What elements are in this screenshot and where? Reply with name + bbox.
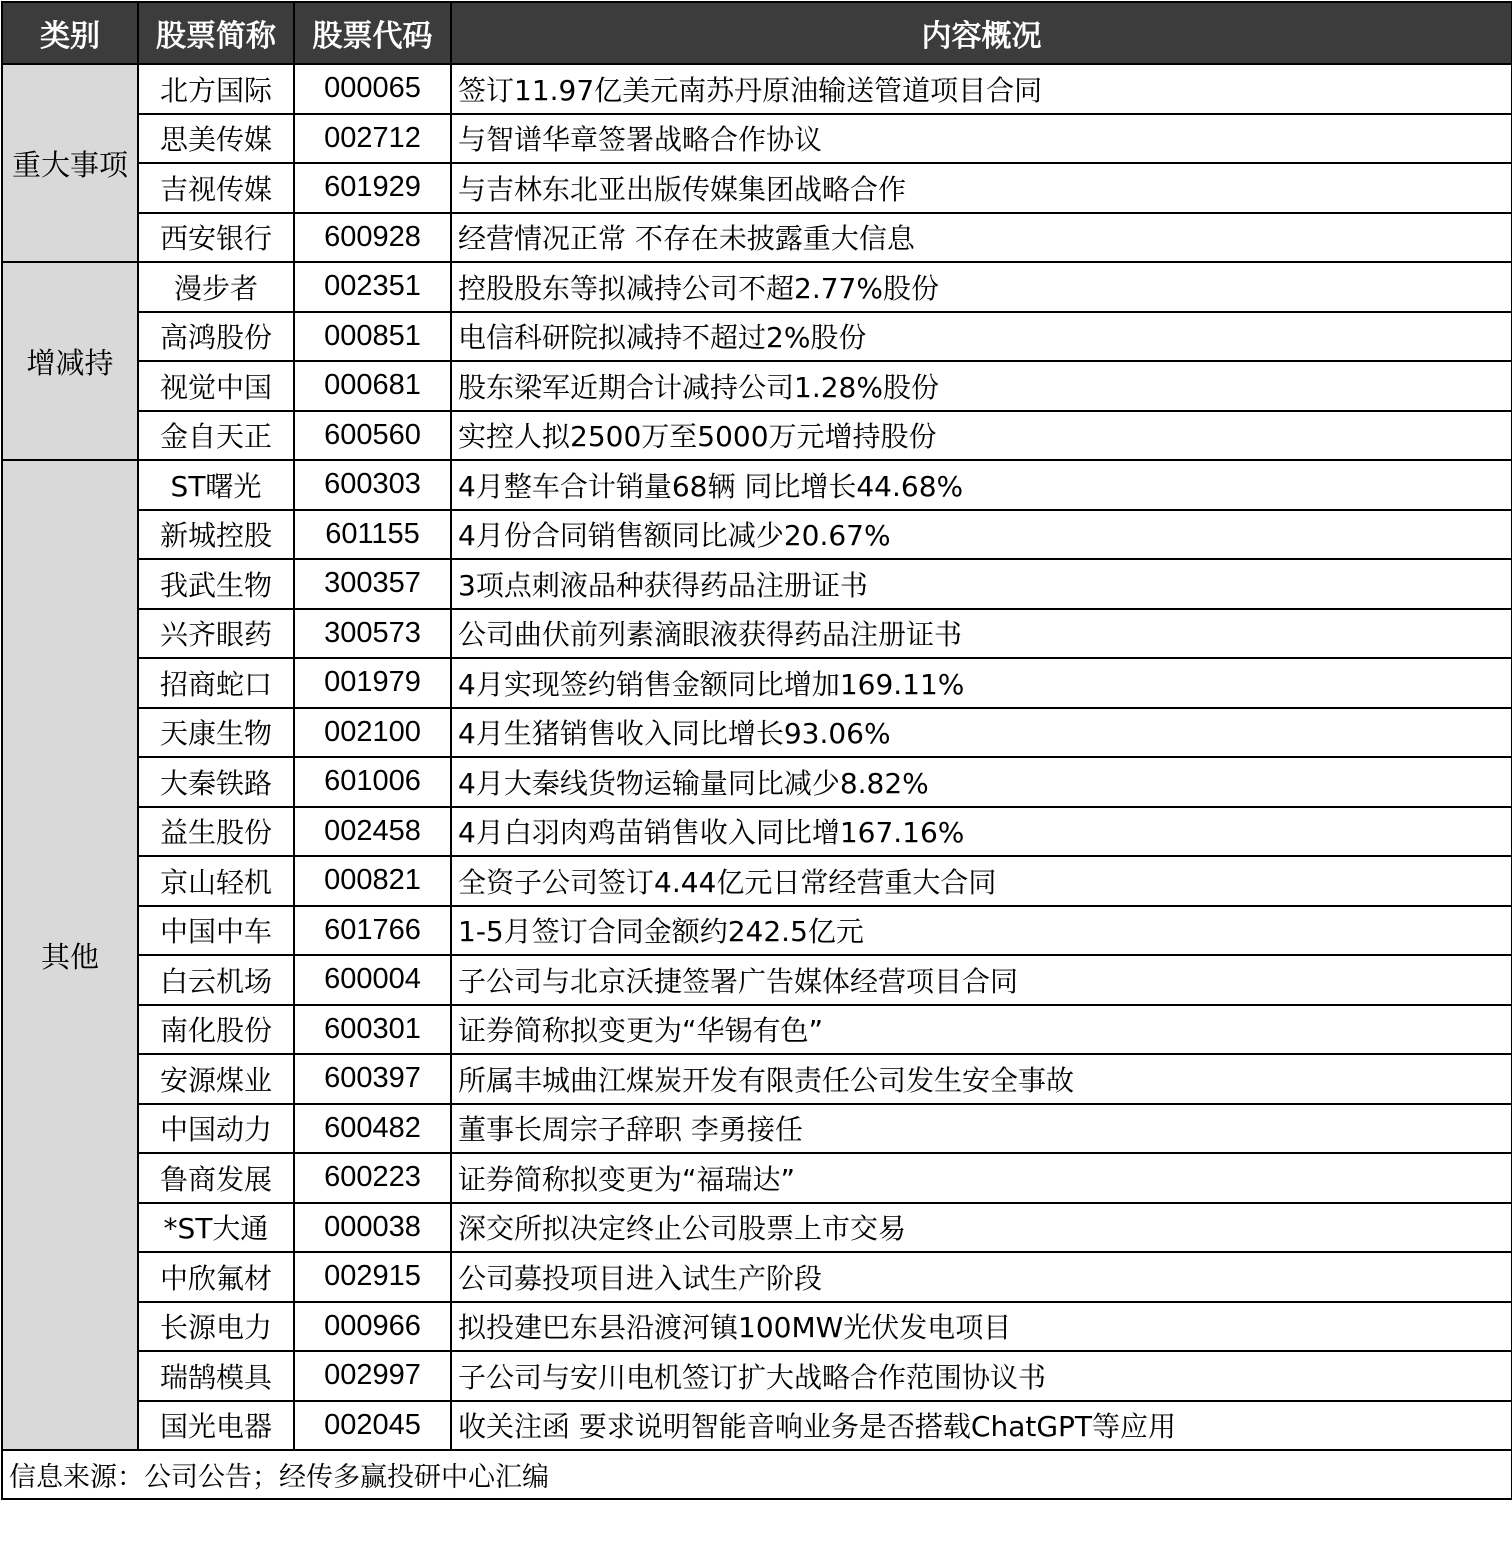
stock-name-cell: ST曙光 bbox=[138, 460, 294, 510]
summary-cell: 3项点刺液品种获得药品注册证书 bbox=[451, 559, 1512, 609]
header-category: 类别 bbox=[2, 2, 138, 64]
header-stock-name: 股票简称 bbox=[138, 2, 294, 64]
table-row bbox=[2, 609, 1512, 659]
stock-code-cell: 300573 bbox=[294, 609, 451, 659]
summary-cell: 董事长周宗子辞职 李勇接任 bbox=[451, 1104, 1512, 1154]
stock-name-cell: 南化股份 bbox=[138, 1005, 294, 1055]
stock-code-cell: 600397 bbox=[294, 1054, 451, 1104]
stock-name-cell: 白云机场 bbox=[138, 955, 294, 1005]
stock-code-cell: 002915 bbox=[294, 1252, 451, 1302]
summary-cell: 实控人拟2500万至5000万元增持股份 bbox=[451, 411, 1512, 461]
stock-name-cell: 鲁商发展 bbox=[138, 1153, 294, 1203]
summary-cell: 证券简称拟变更为“华锡有色” bbox=[451, 1005, 1512, 1055]
stock-code-cell: 601006 bbox=[294, 757, 451, 807]
stock-code-cell: 600223 bbox=[294, 1153, 451, 1203]
stock-code-cell: 000065 bbox=[294, 64, 451, 114]
stock-name-cell: 天康生物 bbox=[138, 708, 294, 758]
table-row bbox=[2, 312, 1512, 362]
table-row bbox=[2, 906, 1512, 956]
stock-name-cell: 高鸿股份 bbox=[138, 312, 294, 362]
header-row bbox=[2, 2, 1512, 64]
table-row bbox=[2, 163, 1512, 213]
stock-name-cell: *ST大通 bbox=[138, 1203, 294, 1253]
table-row bbox=[2, 460, 1512, 510]
table-row bbox=[2, 1054, 1512, 1104]
summary-cell: 子公司与安川电机签订扩大战略合作范围协议书 bbox=[451, 1351, 1512, 1401]
table-row bbox=[2, 1104, 1512, 1154]
stock-name-cell: 国光电器 bbox=[138, 1401, 294, 1451]
table-row bbox=[2, 510, 1512, 560]
announcement-table bbox=[1, 1, 1512, 1500]
stock-code-cell: 000038 bbox=[294, 1203, 451, 1253]
table-row bbox=[2, 411, 1512, 461]
stock-code-cell: 600004 bbox=[294, 955, 451, 1005]
summary-cell: 经营情况正常 不存在未披露重大信息 bbox=[451, 213, 1512, 263]
summary-cell: 公司募投项目进入试生产阶段 bbox=[451, 1252, 1512, 1302]
stock-code-cell: 600303 bbox=[294, 460, 451, 510]
summary-cell: 4月大秦线货物运输量同比减少8.82% bbox=[451, 757, 1512, 807]
summary-cell: 证券简称拟变更为“福瑞达” bbox=[451, 1153, 1512, 1203]
table-row bbox=[2, 856, 1512, 906]
summary-cell: 拟投建巴东县沿渡河镇100MW光伏发电项目 bbox=[451, 1302, 1512, 1352]
stock-name-cell: 漫步者 bbox=[138, 262, 294, 312]
summary-cell: 签订11.97亿美元南苏丹原油输送管道项目合同 bbox=[451, 64, 1512, 114]
stock-name-cell: 视觉中国 bbox=[138, 361, 294, 411]
table-row bbox=[2, 1005, 1512, 1055]
stock-name-cell: 思美传媒 bbox=[138, 114, 294, 164]
table-body bbox=[2, 64, 1512, 1499]
stock-name-cell: 京山轻机 bbox=[138, 856, 294, 906]
table-row bbox=[2, 262, 1512, 312]
summary-cell: 所属丰城曲江煤炭开发有限责任公司发生安全事故 bbox=[451, 1054, 1512, 1104]
stock-name-cell: 益生股份 bbox=[138, 807, 294, 857]
summary-cell: 4月实现签约销售金额同比增加169.11% bbox=[451, 658, 1512, 708]
table-row bbox=[2, 955, 1512, 1005]
summary-cell: 电信科研院拟减持不超过2%股份 bbox=[451, 312, 1512, 362]
header-summary: 内容概况 bbox=[451, 2, 1512, 64]
category-cell: 其他 bbox=[2, 460, 138, 1450]
stock-name-cell: 中欣氟材 bbox=[138, 1252, 294, 1302]
stock-name-cell: 吉视传媒 bbox=[138, 163, 294, 213]
table-row bbox=[2, 1203, 1512, 1253]
stock-code-cell: 600560 bbox=[294, 411, 451, 461]
stock-code-cell: 002997 bbox=[294, 1351, 451, 1401]
summary-cell: 与吉林东北亚出版传媒集团战略合作 bbox=[451, 163, 1512, 213]
stock-name-cell: 新城控股 bbox=[138, 510, 294, 560]
summary-cell: 全资子公司签订4.44亿元日常经营重大合同 bbox=[451, 856, 1512, 906]
summary-cell: 深交所拟决定终止公司股票上市交易 bbox=[451, 1203, 1512, 1253]
table-row bbox=[2, 708, 1512, 758]
stock-name-cell: 北方国际 bbox=[138, 64, 294, 114]
stock-code-cell: 002351 bbox=[294, 262, 451, 312]
table-row bbox=[2, 807, 1512, 857]
table-row bbox=[2, 559, 1512, 609]
summary-cell: 收关注函 要求说明智能音响业务是否搭载ChatGPT等应用 bbox=[451, 1401, 1512, 1451]
stock-code-cell: 000821 bbox=[294, 856, 451, 906]
stock-name-cell: 我武生物 bbox=[138, 559, 294, 609]
table-row bbox=[2, 757, 1512, 807]
summary-cell: 子公司与北京沃捷签署广告媒体经营项目合同 bbox=[451, 955, 1512, 1005]
summary-cell: 股东梁军近期合计减持公司1.28%股份 bbox=[451, 361, 1512, 411]
stock-code-cell: 000681 bbox=[294, 361, 451, 411]
category-cell: 重大事项 bbox=[2, 64, 138, 262]
stock-name-cell: 金自天正 bbox=[138, 411, 294, 461]
stock-name-cell: 招商蛇口 bbox=[138, 658, 294, 708]
summary-cell: 控股股东等拟减持公司不超2.77%股份 bbox=[451, 262, 1512, 312]
summary-cell: 4月生猪销售收入同比增长93.06% bbox=[451, 708, 1512, 758]
summary-cell: 1-5月签订合同金额约242.5亿元 bbox=[451, 906, 1512, 956]
stock-name-cell: 长源电力 bbox=[138, 1302, 294, 1352]
header-stock-code: 股票代码 bbox=[294, 2, 451, 64]
table-row bbox=[2, 1252, 1512, 1302]
stock-code-cell: 000851 bbox=[294, 312, 451, 362]
table-row bbox=[2, 1302, 1512, 1352]
table-row bbox=[2, 114, 1512, 164]
stock-code-cell: 600928 bbox=[294, 213, 451, 263]
table-row bbox=[2, 658, 1512, 708]
summary-cell: 4月整车合计销量68辆 同比增长44.68% bbox=[451, 460, 1512, 510]
table-row bbox=[2, 1351, 1512, 1401]
summary-cell: 公司曲伏前列素滴眼液获得药品注册证书 bbox=[451, 609, 1512, 659]
stock-code-cell: 300357 bbox=[294, 559, 451, 609]
stock-code-cell: 002458 bbox=[294, 807, 451, 857]
stock-name-cell: 中国动力 bbox=[138, 1104, 294, 1154]
table-row bbox=[2, 213, 1512, 263]
stock-name-cell: 瑞鹄模具 bbox=[138, 1351, 294, 1401]
stock-code-cell: 002100 bbox=[294, 708, 451, 758]
source-note: 信息来源：公司公告；经传多赢投研中心汇编 bbox=[2, 1450, 1512, 1499]
summary-cell: 与智谱华章签署战略合作协议 bbox=[451, 114, 1512, 164]
table-row bbox=[2, 1153, 1512, 1203]
stock-name-cell: 兴齐眼药 bbox=[138, 609, 294, 659]
stock-name-cell: 西安银行 bbox=[138, 213, 294, 263]
stock-code-cell: 001979 bbox=[294, 658, 451, 708]
stock-code-cell: 600482 bbox=[294, 1104, 451, 1154]
table-row bbox=[2, 1401, 1512, 1451]
summary-cell: 4月白羽肉鸡苗销售收入同比增167.16% bbox=[451, 807, 1512, 857]
stock-name-cell: 大秦铁路 bbox=[138, 757, 294, 807]
stock-code-cell: 600301 bbox=[294, 1005, 451, 1055]
footer-row bbox=[2, 1450, 1512, 1499]
stock-name-cell: 安源煤业 bbox=[138, 1054, 294, 1104]
table-row bbox=[2, 64, 1512, 114]
summary-cell: 4月份合同销售额同比减少20.67% bbox=[451, 510, 1512, 560]
stock-code-cell: 601766 bbox=[294, 906, 451, 956]
stock-code-cell: 000966 bbox=[294, 1302, 451, 1352]
category-cell: 增减持 bbox=[2, 262, 138, 460]
stock-code-cell: 002045 bbox=[294, 1401, 451, 1451]
stock-name-cell: 中国中车 bbox=[138, 906, 294, 956]
table-row bbox=[2, 361, 1512, 411]
stock-code-cell: 601929 bbox=[294, 163, 451, 213]
stock-code-cell: 601155 bbox=[294, 510, 451, 560]
stock-code-cell: 002712 bbox=[294, 114, 451, 164]
